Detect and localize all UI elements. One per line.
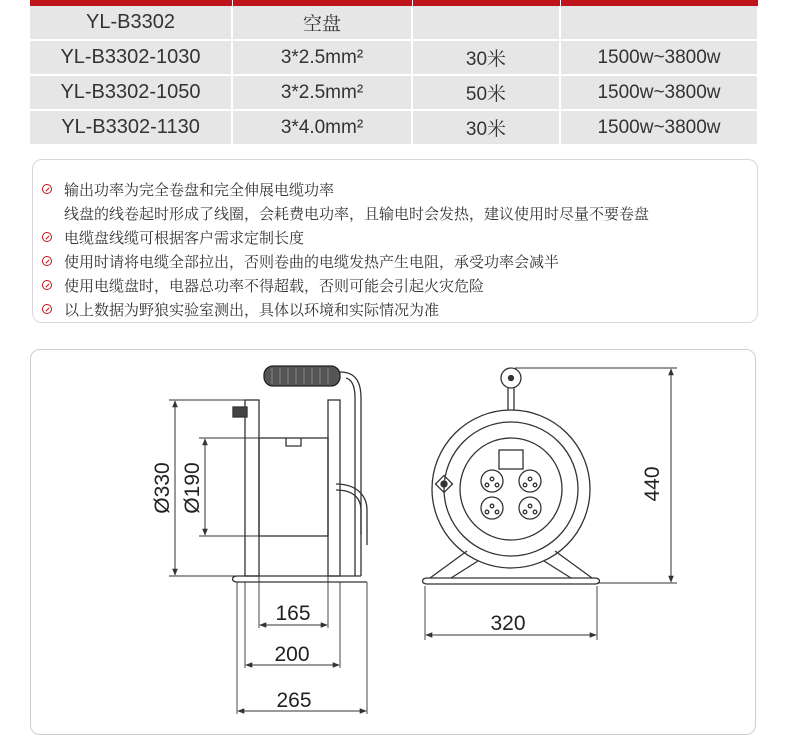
warning-circle-icon — [42, 184, 52, 194]
warning-circle-icon — [42, 232, 52, 242]
dim-base-320: 320 — [490, 612, 526, 635]
note-item — [33, 274, 757, 298]
cell-spec: 3*4.0mm² — [232, 110, 412, 145]
drum — [259, 438, 328, 536]
dim-width-265: 265 — [276, 689, 312, 712]
dim-outer-diameter: Ø330 — [151, 462, 174, 514]
note-item — [33, 226, 757, 250]
handle-grip — [264, 366, 340, 386]
dim-height-440: 440 — [641, 466, 664, 502]
cell-length: 50米 — [412, 75, 560, 110]
cell-spec: 3*2.5mm² — [232, 75, 412, 110]
sockets — [481, 470, 541, 519]
cell-power: 1500w~3800w — [560, 40, 758, 75]
cell-spec: 3*2.5mm² — [232, 40, 412, 75]
technical-drawing — [30, 349, 756, 735]
cell-power: 1500w~3800w — [560, 75, 758, 110]
flange-left — [245, 400, 259, 576]
cell-model: YL-B3302-1050 — [30, 75, 232, 110]
note-text: 使用电缆盘时，电器总功率不得超载，否则可能会引起火灾危险 — [64, 277, 485, 295]
spec-table — [30, 0, 759, 146]
warning-circle-icon — [42, 256, 52, 266]
note-text: 电缆盘线缆可根据客户需求定制长度 — [64, 229, 305, 247]
dim-width-165: 165 — [275, 602, 311, 625]
drawing-svg — [31, 350, 757, 736]
front-view — [423, 368, 678, 640]
note-item — [33, 178, 757, 202]
table-row — [30, 75, 758, 110]
note-item — [33, 298, 757, 322]
socket-panel — [460, 438, 562, 540]
note-item — [33, 250, 757, 274]
note-text: 输出功率为完全卷盘和完全伸展电缆功率 — [64, 181, 335, 199]
cell-length — [412, 6, 560, 40]
warning-circle-icon — [42, 304, 52, 314]
cell-length: 30米 — [412, 110, 560, 145]
cell-model: YL-B3302 — [30, 6, 232, 40]
note-subtext: 线盘的线卷起时形成了线圈，会耗费电功率，且输电时会发热，建议使用时尽量不要卷盘 — [64, 205, 650, 223]
side-view — [169, 366, 367, 714]
cell-length: 30米 — [412, 40, 560, 75]
flange-right — [328, 400, 340, 576]
cell-model: YL-B3302-1130 — [30, 110, 232, 145]
warning-circle-icon — [42, 280, 52, 290]
cell-power — [560, 6, 758, 40]
cell-spec: 空盘 — [232, 6, 412, 40]
reel-outer — [432, 410, 590, 568]
table-row — [30, 110, 758, 145]
note-text: 以上数据为野狼实验室测出，具体以环境和实际情况为准 — [64, 301, 440, 319]
dim-width-200: 200 — [274, 643, 310, 666]
table-row — [30, 40, 758, 75]
dim-inner-diameter: Ø190 — [181, 462, 204, 514]
table-row — [30, 6, 758, 40]
cell-power: 1500w~3800w — [560, 110, 758, 145]
indicator-window — [499, 450, 523, 469]
note-text: 使用时请将电缆全部拉出，否则卷曲的电缆发热产生电阻，承受功率会减半 — [64, 253, 560, 271]
cell-model: YL-B3302-1030 — [30, 40, 232, 75]
notes-box — [32, 159, 758, 323]
